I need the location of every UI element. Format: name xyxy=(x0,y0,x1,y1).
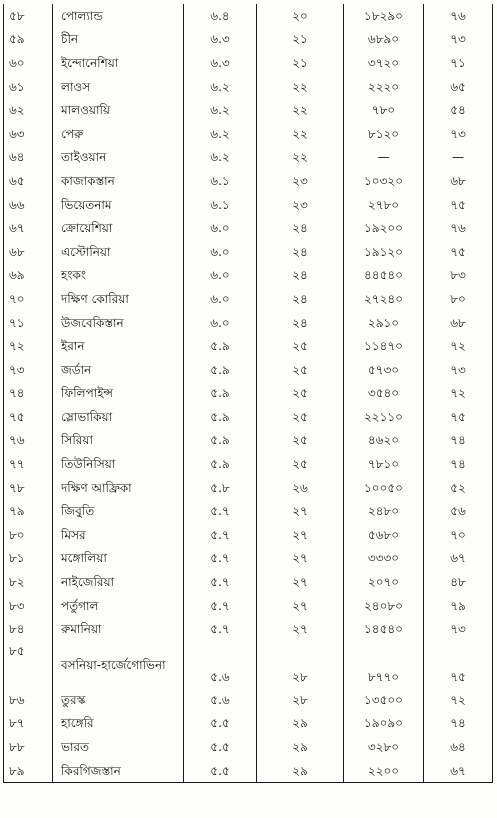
country-cell: দক্ষিণ আফ্রিকা xyxy=(53,476,184,500)
rank-cell: ৮৩ xyxy=(4,594,53,618)
score-cell: ৫.৯ xyxy=(184,382,257,406)
life-expectancy-cell: ৮০ xyxy=(424,287,493,311)
income-cell: ১০০৫০ xyxy=(344,476,424,500)
table-row xyxy=(4,570,493,594)
life-expectancy-cell: ৭৪ xyxy=(424,712,493,736)
country-cell: জিবুতি xyxy=(53,499,184,523)
table-row xyxy=(4,287,493,311)
country-cell: চীন xyxy=(53,28,184,52)
income-cell: ৪৬২০ xyxy=(344,429,424,453)
rank-cell: ৭৬ xyxy=(4,429,53,453)
rank-cell: ৮৮ xyxy=(4,735,53,759)
country-cell: রুমানিয়া xyxy=(53,617,184,641)
life-expectancy-cell: ৬৭ xyxy=(424,547,493,571)
life-expectancy-cell: ৭৪ xyxy=(424,429,493,453)
income-cell: ৩৫৪০ xyxy=(344,382,424,406)
table-row xyxy=(4,240,493,264)
life-expectancy-cell: ৭৪ xyxy=(424,452,493,476)
position-cell: ২৪ xyxy=(257,216,344,240)
table-row xyxy=(4,146,493,170)
life-expectancy-cell: ৭৩ xyxy=(424,122,493,146)
country-cell: দক্ষিণ কোরিয়া xyxy=(53,287,184,311)
rank-cell: ৬৩ xyxy=(4,122,53,146)
income-cell: ৩৭২০ xyxy=(344,51,424,75)
position-cell: ২৪ xyxy=(257,240,344,264)
table-row xyxy=(4,382,493,406)
rank-cell: ৮৪ xyxy=(4,617,53,641)
score-cell: ৫.৭ xyxy=(184,523,257,547)
country-cell: মালওয়ায়ি xyxy=(53,98,184,122)
table-row xyxy=(4,429,493,453)
income-cell: ৮৭৭০ xyxy=(344,641,424,688)
country-cell: ইন্দোনেশিয়া xyxy=(53,51,184,75)
life-expectancy-cell: ৭৩ xyxy=(424,28,493,52)
rank-cell: ৫৯ xyxy=(4,28,53,52)
rank-cell: ৮২ xyxy=(4,570,53,594)
score-cell: ৬.২ xyxy=(184,146,257,170)
position-cell: ২২ xyxy=(257,146,344,170)
income-cell: ২৪৮০ xyxy=(344,499,424,523)
country-cell: পর্তুগাল xyxy=(53,594,184,618)
score-cell: ৫.৯ xyxy=(184,334,257,358)
table-row xyxy=(4,547,493,571)
life-expectancy-cell: ৬৭ xyxy=(424,759,493,783)
life-expectancy-cell: ৭৫ xyxy=(424,240,493,264)
life-expectancy-cell: ৫৪ xyxy=(424,98,493,122)
position-cell: ২৪ xyxy=(257,287,344,311)
position-cell: ২৪ xyxy=(257,311,344,335)
income-cell: ৬৮৯০ xyxy=(344,28,424,52)
life-expectancy-cell: ৭৫ xyxy=(424,405,493,429)
country-cell: বসনিয়া-হার্জেগোভিনা xyxy=(53,641,184,688)
income-cell: ৪৪৫৪০ xyxy=(344,264,424,288)
income-cell: ২৯১০ xyxy=(344,311,424,335)
position-cell: ২৭ xyxy=(257,499,344,523)
income-cell: ২২২০ xyxy=(344,75,424,99)
position-cell: ২১ xyxy=(257,51,344,75)
position-cell: ২৪ xyxy=(257,264,344,288)
table-row xyxy=(4,28,493,52)
income-cell: ৩২৮০ xyxy=(344,735,424,759)
life-expectancy-cell: ৭০ xyxy=(424,523,493,547)
table-row xyxy=(4,712,493,736)
life-expectancy-cell: ৭১ xyxy=(424,51,493,75)
income-cell: ১৯১২০ xyxy=(344,240,424,264)
country-cell: মঙ্গোলিয়া xyxy=(53,547,184,571)
life-expectancy-cell: ৭৫ xyxy=(424,641,493,688)
score-cell: ৬.৪ xyxy=(184,4,257,28)
rank-cell: ৮৯ xyxy=(4,759,53,783)
country-cell: তুরস্ক xyxy=(53,688,184,712)
rank-cell: ৮০ xyxy=(4,523,53,547)
rank-cell: ৮৬ xyxy=(4,688,53,712)
rank-cell: ৬২ xyxy=(4,98,53,122)
country-cell: উজবেকিস্তান xyxy=(53,311,184,335)
position-cell: ২৬ xyxy=(257,476,344,500)
position-cell: ২১ xyxy=(257,28,344,52)
country-cell: তিউনিসিয়া xyxy=(53,452,184,476)
score-cell: ৬.০ xyxy=(184,311,257,335)
score-cell: ৫.৬ xyxy=(184,688,257,712)
position-cell: ২৫ xyxy=(257,429,344,453)
table-row xyxy=(4,311,493,335)
income-cell: ১১৪৭০ xyxy=(344,334,424,358)
table-row xyxy=(4,594,493,618)
rank-cell: ৭৭ xyxy=(4,452,53,476)
position-cell: ২২ xyxy=(257,75,344,99)
position-cell: ২৫ xyxy=(257,358,344,382)
table-row xyxy=(4,98,493,122)
score-cell: ৫.৯ xyxy=(184,405,257,429)
score-cell: ৬.১ xyxy=(184,193,257,217)
income-cell: ২৭৮০ xyxy=(344,193,424,217)
income-cell: ১৪৫৪০ xyxy=(344,617,424,641)
life-expectancy-cell: ৮৩ xyxy=(424,264,493,288)
position-cell: ২৫ xyxy=(257,405,344,429)
income-cell: ২২১১০ xyxy=(344,405,424,429)
table-row xyxy=(4,169,493,193)
table-row xyxy=(4,51,493,75)
table-row xyxy=(4,452,493,476)
score-cell: ৬.১ xyxy=(184,169,257,193)
country-cell: পোল্যান্ড xyxy=(53,4,184,28)
life-expectancy-cell: ৭৬ xyxy=(424,216,493,240)
score-cell: ৬.২ xyxy=(184,98,257,122)
rank-cell: ৭৮ xyxy=(4,476,53,500)
country-cell: ইরান xyxy=(53,334,184,358)
country-cell: স্লোভাকিয়া xyxy=(53,405,184,429)
income-cell: ২৭২৪০ xyxy=(344,287,424,311)
table-row xyxy=(4,4,493,28)
table-row xyxy=(4,476,493,500)
country-cell: ক্রোয়েশিয়া xyxy=(53,216,184,240)
rank-cell: ৬১ xyxy=(4,75,53,99)
score-cell: ৫.৬ xyxy=(184,641,257,688)
score-cell: ৬.২ xyxy=(184,122,257,146)
income-cell: — xyxy=(344,146,424,170)
income-cell: ১৩৫০০ xyxy=(344,688,424,712)
country-cell: এস্টোনিয়া xyxy=(53,240,184,264)
rank-cell: ৭৩ xyxy=(4,358,53,382)
life-expectancy-cell: ৭৩ xyxy=(424,617,493,641)
rank-cell: ৬৯ xyxy=(4,264,53,288)
position-cell: ২০ xyxy=(257,4,344,28)
country-cell: কাজাকস্তান xyxy=(53,169,184,193)
life-expectancy-cell: ৫৬ xyxy=(424,499,493,523)
table-row xyxy=(4,75,493,99)
life-expectancy-cell: ৭৫ xyxy=(424,193,493,217)
country-cell: নাইজেরিয়া xyxy=(53,570,184,594)
position-cell: ২২ xyxy=(257,122,344,146)
score-cell: ৫.৫ xyxy=(184,759,257,783)
life-expectancy-cell: ৭২ xyxy=(424,382,493,406)
position-cell: ২৭ xyxy=(257,570,344,594)
rank-cell: ৬০ xyxy=(4,51,53,75)
income-cell: ৭৮১০ xyxy=(344,452,424,476)
income-cell: ২০৭০ xyxy=(344,570,424,594)
life-expectancy-cell: ৬৫ xyxy=(424,75,493,99)
table-row xyxy=(4,216,493,240)
table-row xyxy=(4,264,493,288)
rank-cell: ৮৫ xyxy=(4,641,53,688)
position-cell: ২৫ xyxy=(257,452,344,476)
income-cell: ৮১২০ xyxy=(344,122,424,146)
country-cell: জর্ডান xyxy=(53,358,184,382)
table-row xyxy=(4,523,493,547)
country-cell: সিরিয়া xyxy=(53,429,184,453)
life-expectancy-cell: ৬৮ xyxy=(424,169,493,193)
rank-cell: ৭৪ xyxy=(4,382,53,406)
score-cell: ৫.৫ xyxy=(184,712,257,736)
life-expectancy-cell: — xyxy=(424,146,493,170)
rank-cell: ৫৮ xyxy=(4,4,53,28)
position-cell: ২৭ xyxy=(257,594,344,618)
score-cell: ৫.৭ xyxy=(184,547,257,571)
table-row xyxy=(4,334,493,358)
position-cell: ২৩ xyxy=(257,169,344,193)
table-body xyxy=(4,4,493,783)
score-cell: ৫.৯ xyxy=(184,452,257,476)
score-cell: ৫.৮ xyxy=(184,476,257,500)
score-cell: ৬.০ xyxy=(184,240,257,264)
position-cell: ২৫ xyxy=(257,334,344,358)
life-expectancy-cell: ৭৬ xyxy=(424,4,493,28)
table-row xyxy=(4,735,493,759)
score-cell: ৬.০ xyxy=(184,287,257,311)
rank-cell: ৭৫ xyxy=(4,405,53,429)
table-row xyxy=(4,499,493,523)
rank-cell: ৬৮ xyxy=(4,240,53,264)
position-cell: ২২ xyxy=(257,98,344,122)
table-row xyxy=(4,641,493,688)
score-cell: ৬.০ xyxy=(184,216,257,240)
country-cell: ভারত xyxy=(53,735,184,759)
income-cell: ৭৮০ xyxy=(344,98,424,122)
ranking-table xyxy=(3,4,493,783)
country-cell: ফিলিপাইন্স xyxy=(53,382,184,406)
score-cell: ৫.৯ xyxy=(184,429,257,453)
score-cell: ৫.৭ xyxy=(184,570,257,594)
income-cell: ৩৩৩০ xyxy=(344,547,424,571)
score-cell: ৫.৭ xyxy=(184,499,257,523)
position-cell: ২৯ xyxy=(257,712,344,736)
score-cell: ৫.৭ xyxy=(184,594,257,618)
position-cell: ২৭ xyxy=(257,617,344,641)
position-cell: ২৫ xyxy=(257,382,344,406)
score-cell: ৫.৭ xyxy=(184,617,257,641)
rank-cell: ৭২ xyxy=(4,334,53,358)
life-expectancy-cell: ৬৮ xyxy=(424,311,493,335)
rank-cell: ৬৬ xyxy=(4,193,53,217)
score-cell: ৬.২ xyxy=(184,75,257,99)
table-row xyxy=(4,358,493,382)
income-cell: ২২০০ xyxy=(344,759,424,783)
life-expectancy-cell: ৭৯ xyxy=(424,594,493,618)
income-cell: ৫৭৩০ xyxy=(344,358,424,382)
score-cell: ৬.৩ xyxy=(184,28,257,52)
rank-cell: ৬৫ xyxy=(4,169,53,193)
rank-cell: ৬৭ xyxy=(4,216,53,240)
country-cell: হাঙ্গেরি xyxy=(53,712,184,736)
country-cell: তাইওয়ান xyxy=(53,146,184,170)
country-cell: মিসর xyxy=(53,523,184,547)
position-cell: ২৯ xyxy=(257,735,344,759)
income-cell: ৫৬৮০ xyxy=(344,523,424,547)
life-expectancy-cell: ৪৮ xyxy=(424,570,493,594)
income-cell: ২৪০৮০ xyxy=(344,594,424,618)
rank-cell: ৭১ xyxy=(4,311,53,335)
position-cell: ২৯ xyxy=(257,759,344,783)
country-cell: হংকং xyxy=(53,264,184,288)
score-cell: ৫.৫ xyxy=(184,735,257,759)
table-row xyxy=(4,193,493,217)
position-cell: ২৮ xyxy=(257,688,344,712)
country-cell: লাওস xyxy=(53,75,184,99)
rank-cell: ৮৭ xyxy=(4,712,53,736)
life-expectancy-cell: ৭২ xyxy=(424,688,493,712)
position-cell: ২৭ xyxy=(257,547,344,571)
table-row xyxy=(4,617,493,641)
country-cell: কিরগিজস্তান xyxy=(53,759,184,783)
country-cell: পেরু xyxy=(53,122,184,146)
position-cell: ২৩ xyxy=(257,193,344,217)
country-cell: ভিয়েতনাম xyxy=(53,193,184,217)
life-expectancy-cell: ৭৩ xyxy=(424,358,493,382)
score-cell: ৬.৩ xyxy=(184,51,257,75)
rank-cell: ৬৪ xyxy=(4,146,53,170)
life-expectancy-cell: ৬৪ xyxy=(424,735,493,759)
rank-cell: ৮১ xyxy=(4,547,53,571)
income-cell: ১০৩২০ xyxy=(344,169,424,193)
table-row xyxy=(4,405,493,429)
rank-cell: ৭০ xyxy=(4,287,53,311)
income-cell: ১৯২০০ xyxy=(344,216,424,240)
life-expectancy-cell: ৫২ xyxy=(424,476,493,500)
table-row xyxy=(4,688,493,712)
score-cell: ৬.০ xyxy=(184,264,257,288)
income-cell: ১৮২৯০ xyxy=(344,4,424,28)
income-cell: ১৯০৯০ xyxy=(344,712,424,736)
rank-cell: ৭৯ xyxy=(4,499,53,523)
table-row xyxy=(4,759,493,783)
life-expectancy-cell: ৭২ xyxy=(424,334,493,358)
position-cell: ২৭ xyxy=(257,523,344,547)
score-cell: ৫.৯ xyxy=(184,358,257,382)
table-row xyxy=(4,122,493,146)
position-cell: ২৮ xyxy=(257,641,344,688)
